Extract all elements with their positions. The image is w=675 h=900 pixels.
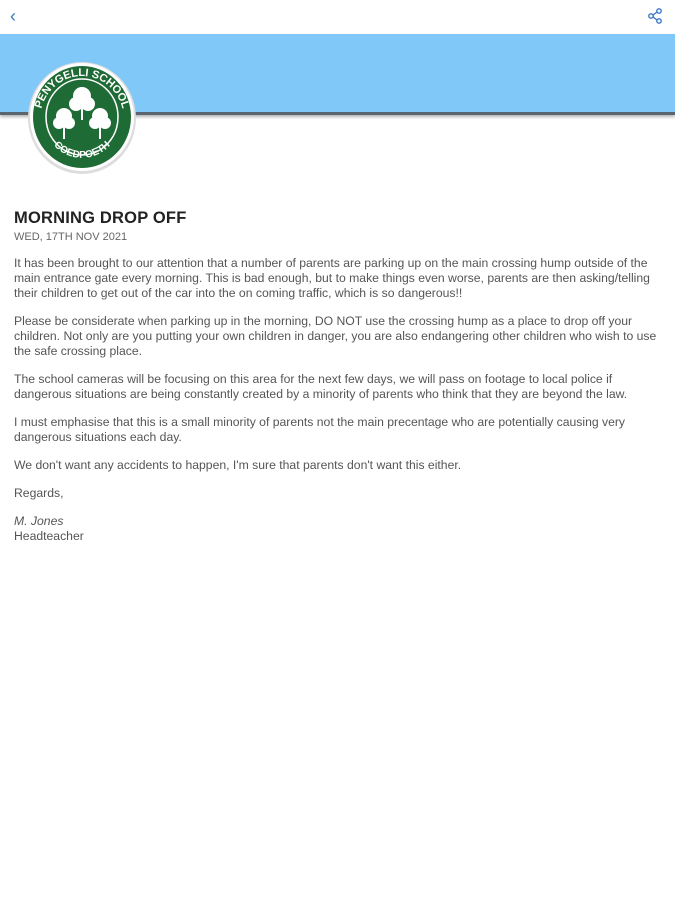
article-date: WED, 17TH NOV 2021	[14, 231, 128, 243]
signature-role: Headteacher	[14, 529, 84, 543]
share-icon[interactable]	[647, 8, 663, 24]
school-logo	[26, 60, 138, 174]
top-bar	[0, 0, 675, 34]
article-paragraph: Please be considerate when parking up in the morning, DO NOT use the crossing hump as a place to drop off your children. Not only are you putting your own children in danger, you are also endangering other children who wish to use the safe crossing place.	[14, 314, 657, 358]
article-paragraph: The school cameras will be focusing on this area for the next few days, we will pass on footage to local police if dangerous situations are being constantly created by a minority of parents who think that they are beyond the law.	[14, 372, 628, 401]
article-paragraph: We don't want any accidents to happen, I'm sure that parents don't want this either.	[14, 458, 462, 472]
signature-name: M. Jones	[14, 514, 64, 528]
article-title: MORNING DROP OFF	[14, 209, 187, 227]
article-paragraph: It has been brought to our attention that a number of parents are parking up on the main crossing hump outside of the main entrance gate every morning. This is bad enough, but to make things even worse, parents are then asking/telling their children to get out of the car into the on coming traffic, which is so dangerous!!	[14, 256, 650, 300]
svg-text:PENYGELLI SCHOOL: PENYGELLI SCHOOL	[32, 66, 132, 110]
chevron-left-icon: ‹	[10, 6, 16, 26]
article-closing: Regards,	[14, 486, 64, 500]
article	[14, 209, 664, 544]
back-button[interactable]	[10, 6, 16, 26]
svg-text:COEDPOETH: COEDPOETH	[51, 139, 113, 161]
article-paragraph: I must emphasise that this is a small minority of parents not the main precentage who are potentially causing very dangerous situations each day.	[14, 415, 626, 444]
